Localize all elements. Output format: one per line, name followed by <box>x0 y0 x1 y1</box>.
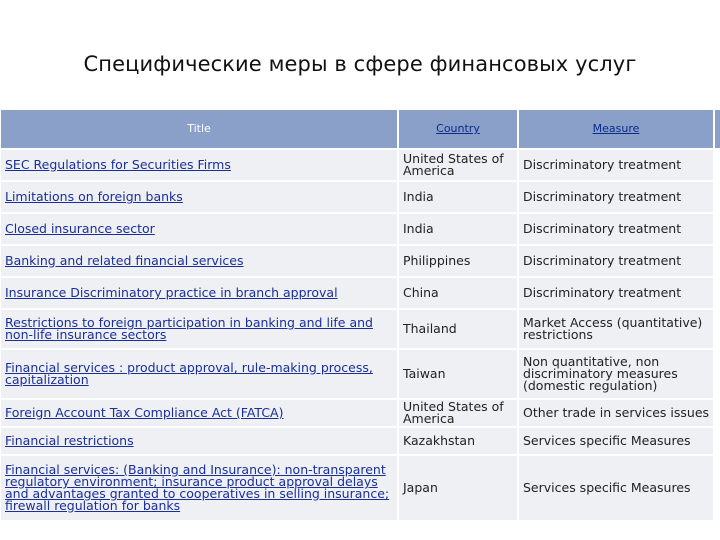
measure-title-link[interactable]: Insurance Discriminatory practice in branch approval <box>1 278 397 308</box>
measure-cell: Discriminatory treatment <box>519 278 713 308</box>
table-row <box>1 214 720 244</box>
row-edge <box>715 310 720 348</box>
column-header-title: Title <box>1 110 397 148</box>
country-cell: India <box>399 214 517 244</box>
measure-title-link[interactable]: Financial restrictions <box>1 428 397 454</box>
table-row <box>1 278 720 308</box>
measure-title-link[interactable]: Limitations on foreign banks <box>1 182 397 212</box>
country-cell: China <box>399 278 517 308</box>
table-row <box>1 400 720 426</box>
measure-cell: Non quantitative, non discriminatory measures (domestic regulation) <box>519 350 713 398</box>
country-cell: Kazakhstan <box>399 428 517 454</box>
column-header-measure-link[interactable]: Measure <box>519 110 713 148</box>
measure-cell: Other trade in services issues <box>519 400 713 426</box>
measure-cell: Discriminatory treatment <box>519 182 713 212</box>
country-cell: Taiwan <box>399 350 517 398</box>
measure-cell: Services specific Measures <box>519 456 713 520</box>
measure-title-link[interactable]: Foreign Account Tax Compliance Act (FATCA) <box>1 400 397 426</box>
measures-table <box>0 108 720 522</box>
table-row <box>1 310 720 348</box>
column-header-edge <box>715 110 720 148</box>
table-row <box>1 150 720 180</box>
measure-title-link[interactable]: Banking and related financial services <box>1 246 397 276</box>
row-edge <box>715 182 720 212</box>
row-edge <box>715 400 720 426</box>
row-edge <box>715 428 720 454</box>
measure-cell: Discriminatory treatment <box>519 150 713 180</box>
measure-title-link[interactable]: Restrictions to foreign participation in banking and life and non-life insurance sectors <box>1 310 397 348</box>
measure-cell: Discriminatory treatment <box>519 246 713 276</box>
country-cell: Thailand <box>399 310 517 348</box>
column-header-country-link[interactable]: Country <box>399 110 517 148</box>
measure-title-link[interactable]: Financial services: (Banking and Insurance): non-transparent regulatory environment; insurance product approval delays and advantages granted to cooperatives in selling insurance; firewall regulation for banks <box>1 456 397 520</box>
row-edge <box>715 150 720 180</box>
table-row <box>1 350 720 398</box>
country-cell: United States of America <box>399 150 517 180</box>
measures-table-container <box>0 108 720 540</box>
row-edge <box>715 350 720 398</box>
measure-cell: Market Access (quantitative) restrictions <box>519 310 713 348</box>
measure-title-link[interactable]: Closed insurance sector <box>1 214 397 244</box>
country-cell: India <box>399 182 517 212</box>
row-edge <box>715 214 720 244</box>
row-edge <box>715 456 720 520</box>
country-cell: United States of America <box>399 400 517 426</box>
table-row <box>1 456 720 520</box>
table-row <box>1 246 720 276</box>
slide-title: Специфические меры в сфере финансовых услуг <box>83 52 637 76</box>
table-header-row <box>1 110 720 148</box>
table-row <box>1 428 720 454</box>
row-edge <box>715 278 720 308</box>
measure-cell: Discriminatory treatment <box>519 214 713 244</box>
measure-title-link[interactable]: SEC Regulations for Securities Firms <box>1 150 397 180</box>
country-cell: Japan <box>399 456 517 520</box>
table-row <box>1 182 720 212</box>
country-cell: Philippines <box>399 246 517 276</box>
row-edge <box>715 246 720 276</box>
measure-title-link[interactable]: Financial services : product approval, rule-making process, capitalization <box>1 350 397 398</box>
measure-cell: Services specific Measures <box>519 428 713 454</box>
